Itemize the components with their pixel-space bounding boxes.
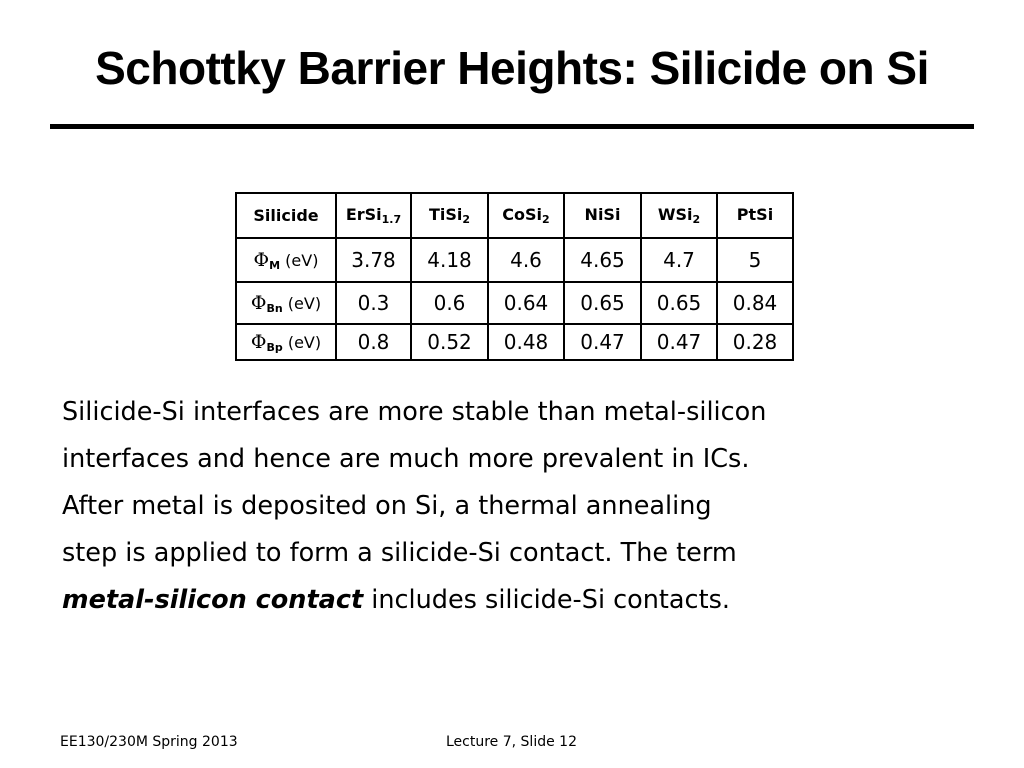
- table-cell: 0.3: [336, 282, 411, 324]
- table-cell: 0.8: [336, 324, 411, 360]
- footer-course: EE130/230M Spring 2013: [60, 734, 238, 750]
- table-cell: 0.28: [717, 324, 793, 360]
- body-line: After metal is deposited on Si, a thermal annealing: [62, 491, 712, 521]
- table-cell: 4.65: [564, 238, 641, 282]
- column-header: ErSi1.7: [336, 193, 411, 238]
- row-header: ΦM (eV): [236, 238, 336, 282]
- footer-slide-number: Lecture 7, Slide 12: [446, 734, 577, 750]
- barrier-height-table: [235, 192, 794, 361]
- table-header-row: [236, 193, 793, 238]
- row-header: ΦBn (eV): [236, 282, 336, 324]
- table-cell: 0.47: [641, 324, 717, 360]
- table-cell: 0.48: [488, 324, 564, 360]
- table-cell: 4.18: [411, 238, 488, 282]
- table-cell: 0.6: [411, 282, 488, 324]
- body-line: [62, 577, 962, 624]
- body-paragraph: [62, 389, 962, 624]
- body-line: Silicide-Si interfaces are more stable than metal-silicon: [62, 397, 767, 427]
- table-cell: 0.84: [717, 282, 793, 324]
- table-corner-header: Silicide: [236, 193, 336, 238]
- title-underline: [50, 124, 974, 129]
- table-cell: 3.78: [336, 238, 411, 282]
- row-header: ΦBp (eV): [236, 324, 336, 360]
- body-line: step is applied to form a silicide-Si contact. The term: [62, 538, 737, 568]
- table-cell: 0.47: [564, 324, 641, 360]
- slide-title: Schottky Barrier Heights: Silicide on Si: [95, 42, 929, 94]
- table-cell: 5: [717, 238, 793, 282]
- body-line-rest: includes silicide-Si contacts.: [363, 585, 730, 615]
- table-row: [236, 282, 793, 324]
- column-header: CoSi2: [488, 193, 564, 238]
- table-cell: 0.65: [641, 282, 717, 324]
- table-cell: 0.65: [564, 282, 641, 324]
- table-row: [236, 324, 793, 360]
- column-header: TiSi2: [411, 193, 488, 238]
- column-header: WSi2: [641, 193, 717, 238]
- table-cell: 0.64: [488, 282, 564, 324]
- table-cell: 4.7: [641, 238, 717, 282]
- column-header: PtSi: [717, 193, 793, 238]
- emphasized-term: metal-silicon contact: [62, 585, 364, 615]
- table-cell: 4.6: [488, 238, 564, 282]
- table-row: [236, 238, 793, 282]
- body-line: interfaces and hence are much more prevalent in ICs.: [62, 444, 750, 474]
- column-header: NiSi: [564, 193, 641, 238]
- table-cell: 0.52: [411, 324, 488, 360]
